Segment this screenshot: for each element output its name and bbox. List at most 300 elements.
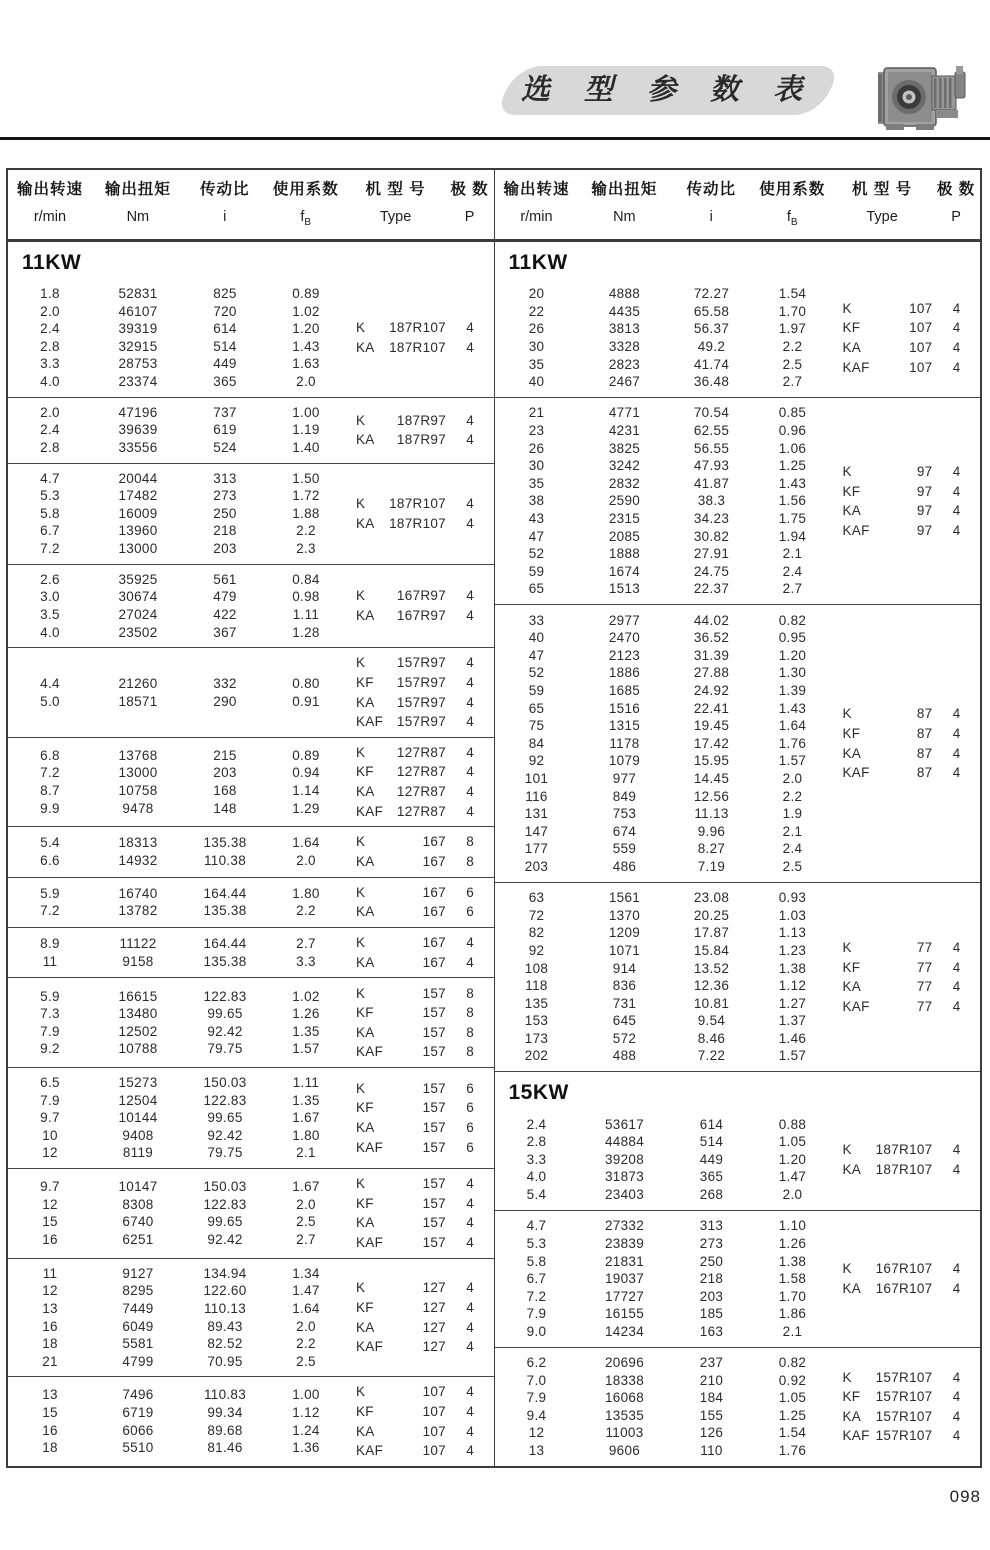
model-type — [833, 725, 933, 743]
ratio-value: 164.44 — [203, 936, 247, 952]
torque-value: 20044 — [118, 470, 158, 486]
table-row — [495, 285, 833, 303]
model-size: 157R97 — [396, 674, 446, 690]
table-row — [8, 1335, 346, 1353]
poles-value: 4 — [466, 432, 474, 448]
ratio-value: 20.25 — [693, 907, 730, 923]
table-row — [495, 752, 833, 770]
model-prefix: KA — [842, 745, 862, 761]
table-row — [495, 320, 833, 338]
column-unit: r/min — [33, 209, 67, 225]
service-factor-value: 0.80 — [292, 675, 320, 691]
ratio-value: 41.74 — [693, 356, 730, 372]
model-list — [346, 1383, 494, 1459]
table-row — [495, 700, 833, 718]
model-size: 187R107 — [875, 1161, 933, 1177]
model-type — [833, 300, 933, 318]
model-prefix: KA — [842, 503, 862, 519]
speed-value: 3.3 — [526, 1151, 547, 1167]
table-row — [495, 1151, 833, 1169]
numeric-rows — [495, 612, 833, 876]
torque-value: 6066 — [122, 1422, 154, 1438]
ratio-value: 24.75 — [693, 563, 730, 579]
model-list — [346, 934, 494, 971]
numeric-rows — [8, 1265, 346, 1371]
speed-value: 4.7 — [526, 1218, 547, 1234]
model-type — [346, 803, 446, 821]
poles-value: 8 — [466, 834, 474, 850]
model-type — [346, 1299, 446, 1317]
speed-value: 7.2 — [40, 903, 60, 919]
speed-value: 6.8 — [40, 747, 60, 763]
model-size: 127R87 — [396, 803, 446, 819]
table-row — [8, 1439, 346, 1457]
speed-value: 8.7 — [40, 783, 60, 799]
torque-value: 6251 — [122, 1231, 154, 1247]
model-row — [346, 713, 494, 731]
torque-value: 13000 — [118, 765, 158, 781]
poles-value: 4 — [952, 1369, 961, 1385]
service-factor-value: 2.0 — [296, 373, 316, 389]
speed-value: 7.9 — [526, 1390, 547, 1406]
speed-value: 23 — [528, 423, 545, 438]
poles-value: 4 — [466, 1339, 474, 1355]
ratio-value: 313 — [699, 1218, 724, 1234]
torque-value: 1674 — [608, 563, 641, 579]
ratio-value: 184 — [699, 1390, 724, 1406]
model-size: 157 — [422, 1120, 446, 1136]
model-size: 157 — [422, 1195, 446, 1211]
table-row — [495, 889, 833, 907]
model-size: 167 — [422, 954, 446, 970]
torque-value: 52831 — [118, 285, 158, 301]
poles-value: 4 — [952, 1142, 961, 1158]
poles-value: 6 — [466, 1139, 474, 1155]
service-factor-value: 1.46 — [778, 1030, 807, 1046]
speed-value: 2.0 — [40, 404, 60, 420]
model-list — [346, 587, 494, 624]
service-factor-value: 1.54 — [778, 1425, 807, 1441]
service-factor-value: 2.7 — [782, 581, 803, 597]
poles-value: 4 — [952, 463, 961, 479]
speed-value: 5.8 — [526, 1253, 547, 1269]
ratio-value: 110 — [700, 1443, 723, 1459]
speed-value: 5.4 — [526, 1187, 547, 1203]
service-factor-value: 1.02 — [292, 988, 320, 1004]
ratio-value: 8.27 — [697, 841, 726, 857]
model-row — [346, 1024, 494, 1042]
torque-value: 3328 — [608, 338, 641, 354]
table-row — [495, 1389, 833, 1407]
model-row — [346, 783, 494, 801]
torque-value: 1209 — [608, 925, 641, 941]
model-row — [833, 463, 981, 481]
table-row — [495, 805, 833, 823]
model-list — [346, 1279, 494, 1355]
speed-value: 7.9 — [40, 1023, 60, 1039]
model-prefix: KA — [356, 1024, 375, 1040]
torque-value: 27024 — [118, 606, 158, 622]
table-row — [495, 717, 833, 735]
model-type — [833, 959, 933, 977]
ratio-value: 22.41 — [693, 700, 730, 716]
table-row — [8, 1074, 346, 1092]
speed-value: 9.2 — [40, 1041, 60, 1057]
model-prefix: KAF — [842, 522, 870, 538]
torque-value: 2467 — [608, 374, 641, 390]
ratio-value: 218 — [699, 1271, 724, 1287]
service-factor-value: 2.1 — [782, 1323, 803, 1339]
service-factor-value: 1.40 — [292, 439, 320, 455]
model-prefix: KAF — [842, 1428, 870, 1444]
table-row — [8, 852, 346, 870]
model-row — [346, 903, 494, 921]
speed-value: 9.9 — [40, 800, 60, 816]
table-row — [8, 1265, 346, 1283]
numeric-rows — [8, 1386, 346, 1456]
speed-value: 118 — [525, 978, 548, 994]
ratio-value: 273 — [213, 488, 237, 504]
model-prefix: KF — [356, 1404, 374, 1420]
ratio-value: 92.42 — [207, 1023, 243, 1039]
torque-value: 13960 — [118, 523, 158, 539]
torque-value: 488 — [612, 1048, 637, 1064]
poles-value: 4 — [466, 1280, 474, 1296]
speed-value: 63 — [528, 890, 545, 906]
table-row — [8, 953, 346, 971]
speed-value: 153 — [524, 1013, 549, 1029]
speed-value: 13 — [42, 1300, 58, 1316]
model-prefix: KF — [842, 320, 861, 336]
service-factor-value: 2.5 — [296, 1353, 316, 1369]
column-label: 输出扭矩 — [591, 181, 658, 198]
service-factor-value: 1.13 — [778, 925, 807, 941]
model-type — [833, 522, 933, 540]
poles-value: 4 — [466, 764, 474, 780]
speed-value: 20 — [528, 286, 545, 302]
table-row — [495, 1047, 833, 1065]
table-row — [8, 1231, 346, 1249]
model-prefix: KA — [842, 339, 862, 355]
speed-value: 108 — [524, 960, 549, 976]
table-row — [8, 1404, 346, 1422]
torque-value: 3813 — [608, 321, 641, 337]
model-size: 157 — [422, 1024, 446, 1040]
torque-value: 977 — [612, 770, 637, 786]
service-factor-value: 0.84 — [292, 571, 320, 587]
service-factor-value: 1.72 — [292, 488, 320, 504]
torque-value: 849 — [612, 788, 637, 804]
table-row — [495, 960, 833, 978]
table-row — [495, 977, 833, 995]
model-prefix: K — [356, 744, 366, 760]
ratio-value: 72.27 — [693, 286, 730, 302]
service-factor-value: 1.54 — [778, 286, 807, 302]
poles-value: 4 — [466, 412, 474, 428]
speed-value: 1.8 — [40, 285, 60, 301]
service-factor-value: 1.02 — [292, 303, 320, 319]
model-row — [833, 502, 981, 520]
table-row — [8, 285, 346, 303]
service-factor-value: 2.3 — [296, 541, 316, 557]
speed-value: 47 — [528, 647, 545, 663]
model-prefix: KA — [356, 694, 375, 710]
service-factor-value: 2.0 — [296, 853, 316, 869]
speed-value: 2.6 — [40, 571, 60, 587]
service-factor-value: 1.20 — [778, 647, 807, 663]
model-type — [346, 1319, 446, 1337]
speed-value: 16 — [42, 1318, 58, 1334]
torque-value: 10758 — [118, 783, 158, 799]
model-row — [346, 1234, 494, 1252]
ratio-value: 561 — [213, 571, 237, 587]
model-size: 87 — [916, 725, 933, 741]
speed-value: 9.4 — [526, 1407, 547, 1423]
model-prefix: KA — [842, 1161, 862, 1177]
model-type — [346, 713, 446, 731]
model-type — [346, 587, 446, 605]
torque-value: 20696 — [604, 1355, 645, 1371]
torque-value: 11003 — [605, 1425, 644, 1441]
model-row — [346, 763, 494, 781]
speed-value: 52 — [528, 546, 545, 562]
speed-value: 101 — [524, 770, 549, 786]
model-row — [346, 744, 494, 762]
poles-value: 4 — [952, 503, 961, 519]
torque-value: 13768 — [118, 747, 158, 763]
poles-value: 4 — [952, 725, 961, 741]
model-prefix: KAF — [356, 1139, 384, 1155]
column-unit — [266, 205, 346, 235]
model-size: 157R107 — [875, 1369, 933, 1385]
torque-value: 8295 — [122, 1283, 154, 1299]
ratio-value: 250 — [699, 1253, 724, 1269]
speed-value: 2.8 — [526, 1134, 547, 1150]
model-row — [346, 934, 494, 952]
model-list — [346, 833, 494, 870]
torque-value: 2977 — [608, 612, 641, 628]
speed-value: 43 — [528, 510, 545, 526]
speed-value: 3.0 — [40, 589, 60, 605]
speed-value: 52 — [528, 665, 545, 681]
model-size: 187R107 — [389, 339, 446, 355]
data-block — [8, 737, 494, 827]
service-factor-value: 2.2 — [296, 523, 316, 539]
torque-value: 27332 — [604, 1218, 645, 1234]
speed-value: 2.8 — [40, 439, 60, 455]
poles-value: 4 — [952, 1280, 961, 1296]
column-unit: Nm — [126, 209, 150, 225]
model-type — [833, 483, 933, 501]
service-factor-value: 0.82 — [778, 612, 807, 628]
service-factor-value: 1.80 — [292, 885, 320, 901]
speed-value: 6.5 — [40, 1075, 60, 1091]
table-row — [8, 988, 346, 1006]
page-title: 选 型 参 数 表 — [520, 74, 816, 106]
speed-value: 5.0 — [40, 693, 60, 709]
model-row — [346, 853, 494, 871]
service-factor-value: 0.95 — [778, 630, 807, 646]
ratio-value: 203 — [213, 541, 237, 557]
ratio-value: 250 — [213, 505, 237, 521]
poles-value: 4 — [952, 745, 961, 761]
service-factor-value: 1.57 — [778, 753, 807, 769]
table-row — [495, 1217, 833, 1235]
torque-value: 1315 — [608, 718, 641, 734]
speed-value: 26 — [528, 321, 545, 337]
speed-value: 18 — [42, 1336, 58, 1352]
table-row — [8, 1213, 346, 1231]
model-size: 157R97 — [396, 655, 446, 671]
numeric-rows — [495, 285, 833, 391]
service-factor-value: 1.57 — [778, 1048, 807, 1064]
model-type — [346, 783, 446, 801]
poles-value: 4 — [952, 998, 961, 1014]
torque-value: 18313 — [118, 835, 158, 851]
poles-value: 4 — [952, 1261, 961, 1277]
model-prefix: KF — [356, 674, 374, 690]
service-factor-value: 2.1 — [782, 546, 803, 562]
model-type — [346, 694, 446, 712]
service-factor-value: 1.26 — [292, 1006, 320, 1022]
speed-value: 177 — [524, 841, 549, 857]
model-prefix: KA — [356, 904, 375, 920]
torque-value: 35925 — [118, 571, 158, 587]
speed-value: 40 — [528, 630, 545, 646]
speed-value: 202 — [524, 1048, 549, 1064]
speed-value: 92 — [528, 942, 545, 958]
model-row — [346, 1423, 494, 1441]
poles-value: 4 — [466, 515, 474, 531]
model-list — [346, 654, 494, 730]
model-size: 157 — [422, 1176, 446, 1192]
model-row — [346, 495, 494, 513]
model-row — [833, 483, 981, 501]
model-size: 107 — [909, 300, 933, 316]
column-label: 使用系数 — [759, 181, 826, 198]
table-row — [8, 1422, 346, 1440]
torque-value: 12504 — [118, 1092, 158, 1108]
power-section-label: 15KW — [495, 1071, 981, 1109]
service-factor-value: 0.98 — [292, 589, 320, 605]
model-size: 77 — [916, 959, 933, 975]
poles-value: 4 — [952, 1428, 961, 1444]
model-type — [833, 1260, 933, 1278]
data-block — [495, 1347, 981, 1466]
table-row — [8, 675, 346, 693]
service-factor-value: 2.0 — [782, 770, 803, 786]
ratio-value: 273 — [699, 1235, 724, 1251]
torque-value: 13782 — [118, 903, 158, 919]
table-row — [495, 664, 833, 682]
model-type — [833, 745, 933, 763]
speed-value: 7.2 — [526, 1288, 547, 1304]
model-size: 167R107 — [875, 1280, 933, 1296]
service-factor-value: 1.20 — [778, 1151, 807, 1167]
torque-value: 31873 — [604, 1169, 645, 1185]
torque-value: 2085 — [608, 528, 641, 544]
poles-value: 4 — [952, 959, 961, 975]
data-block — [8, 977, 494, 1067]
model-row — [833, 939, 981, 957]
ratio-value: 365 — [213, 373, 237, 389]
torque-value: 46107 — [118, 303, 158, 319]
service-factor-value: 1.37 — [778, 1013, 807, 1029]
poles-value: 4 — [952, 359, 961, 375]
poles-value: 4 — [466, 607, 474, 623]
ratio-value: 12.56 — [693, 788, 730, 804]
ratio-value: 99.34 — [207, 1405, 243, 1421]
speed-value: 13 — [528, 1443, 545, 1459]
model-prefix: K — [842, 1261, 852, 1277]
model-list — [346, 412, 494, 449]
service-factor-value: 0.89 — [292, 285, 320, 301]
ratio-value: 31.39 — [693, 647, 730, 663]
speed-value: 4.0 — [40, 373, 60, 389]
poles-value: 4 — [466, 1404, 474, 1420]
speed-value: 13 — [42, 1387, 58, 1403]
ratio-value: 514 — [699, 1134, 724, 1150]
model-size: 157 — [422, 1005, 446, 1021]
service-factor-value: 1.03 — [778, 907, 807, 923]
model-size: 157 — [422, 1215, 446, 1231]
model-type — [346, 1383, 446, 1401]
torque-value: 8119 — [122, 1145, 154, 1161]
speed-value: 2.0 — [40, 303, 60, 319]
poles-value: 6 — [466, 884, 474, 900]
torque-value: 16740 — [118, 885, 158, 901]
model-list — [346, 319, 494, 356]
torque-value: 16615 — [118, 988, 158, 1004]
model-row — [346, 339, 494, 357]
model-prefix: KA — [842, 979, 862, 995]
service-factor-value: 2.7 — [782, 374, 803, 390]
speed-value: 16 — [42, 1422, 58, 1438]
service-factor-value: 1.39 — [778, 682, 807, 698]
table-row — [8, 1300, 346, 1318]
numeric-rows — [495, 1116, 833, 1204]
ratio-value: 215 — [213, 747, 237, 763]
speed-value: 59 — [528, 682, 545, 698]
torque-value: 19037 — [604, 1271, 645, 1287]
model-row — [346, 1214, 494, 1232]
torque-value: 30674 — [118, 589, 158, 605]
model-size: 167R107 — [875, 1261, 933, 1277]
table-row — [495, 823, 833, 841]
torque-value: 16009 — [118, 505, 158, 521]
service-factor-value: 1.12 — [292, 1405, 320, 1421]
poles-value: 4 — [466, 1384, 474, 1400]
model-size: 157 — [422, 985, 446, 1001]
model-prefix: KF — [356, 1100, 374, 1116]
model-row — [833, 745, 981, 763]
table-row — [495, 528, 833, 546]
model-prefix: KA — [356, 954, 375, 970]
column-label: 输出转速 — [503, 181, 570, 198]
torque-value: 674 — [612, 823, 637, 839]
torque-value: 13535 — [604, 1407, 645, 1423]
torque-value: 7496 — [122, 1387, 154, 1403]
speed-value: 47 — [528, 528, 545, 544]
column-unit: i — [223, 209, 227, 225]
torque-value: 23374 — [118, 373, 158, 389]
model-prefix: KA — [842, 1408, 862, 1424]
gear-motor-photo — [876, 52, 968, 138]
model-type — [833, 1280, 933, 1298]
numeric-rows — [8, 885, 346, 920]
ratio-value: 737 — [213, 404, 237, 420]
torque-value: 2590 — [608, 493, 641, 509]
